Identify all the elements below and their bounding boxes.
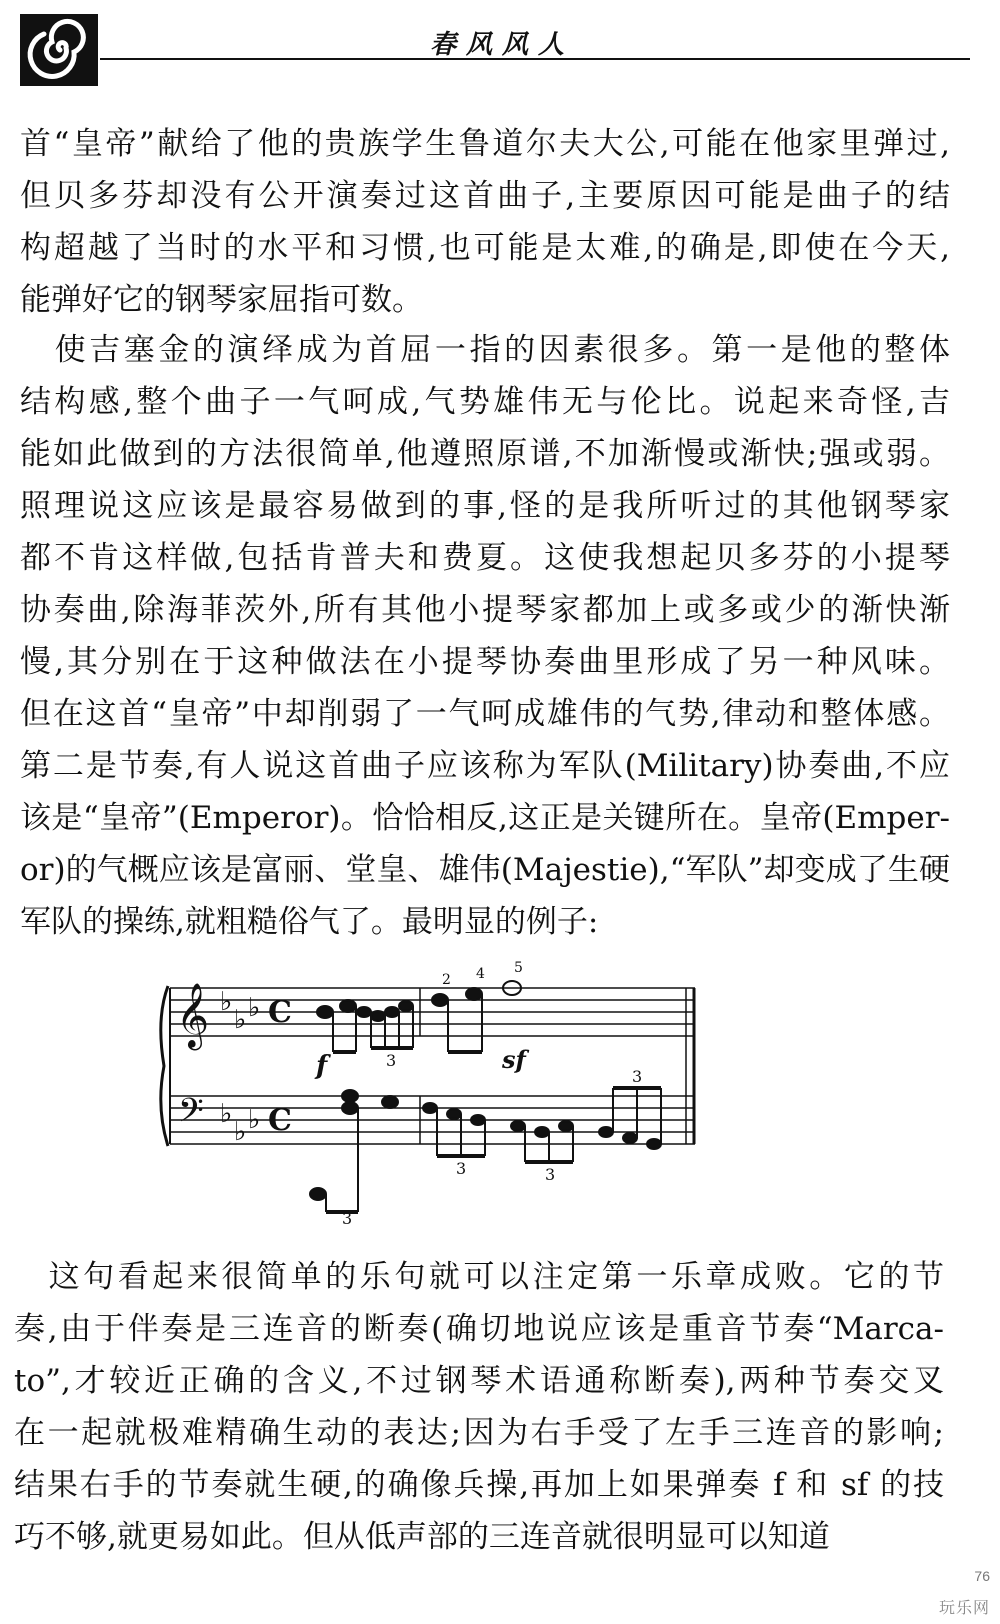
text-line: 在一起就极难精确生动的表达;因为右手受了左手三连音的影响; xyxy=(14,1415,944,1451)
text-line: 第二是节奏,有人说这首曲子应该称为军队(Military)协奏曲,不应 xyxy=(20,748,950,784)
brace xyxy=(161,986,168,1146)
text-line: 结构感,整个曲子一气呵成,气势雄伟无与伦比。说起来奇怪,吉 xyxy=(20,384,950,420)
text-line: 都不肯这样做,包括肯普夫和费夏。这使我想起贝多芬的小提琴 xyxy=(20,540,950,576)
text-line: 能弹好它的钢琴家屈指可数。 xyxy=(20,282,423,318)
dynamic-sf: sf xyxy=(502,1045,526,1074)
text-line: 该是“皇帝”(Emperor)。恰恰相反,这正是关键所在。皇帝(Emper- xyxy=(20,800,950,836)
paragraph-2 xyxy=(20,324,950,948)
spiral-logo-icon xyxy=(20,14,98,86)
text-line: 协奏曲,除海菲茨外,所有其他小提琴家都加上或多或少的渐快渐 xyxy=(20,592,950,628)
text-line: 但在这首“皇帝”中却削弱了一气呵成雄伟的气势,律动和整体感。 xyxy=(20,696,950,732)
watermark xyxy=(860,1568,990,1618)
bass-time-signature: C xyxy=(268,1103,292,1138)
bass-notes xyxy=(310,1088,661,1212)
fingering-mark: 2 xyxy=(442,972,451,988)
watermark-number: 76 xyxy=(974,1568,990,1584)
page-header xyxy=(20,14,970,86)
text-line: 能如此做到的方法很简单,他遵照原谱,不加渐慢或渐快;强或弱。 xyxy=(20,436,950,472)
paragraph-1 xyxy=(20,118,950,326)
text-line: 构超越了当时的水平和习惯,也可能是太难,的确是,即使在今天, xyxy=(20,230,950,266)
text-line: 使吉塞金的演绎成为首屈一指的因素很多。第一是他的整体 xyxy=(20,332,950,368)
fingering-mark: 5 xyxy=(514,960,523,976)
text-line: to”,才较近正确的含义,不过钢琴术语通称断奏),两种节奏交叉 xyxy=(14,1363,944,1399)
fingering-mark: 4 xyxy=(476,966,485,982)
text-line: 军队的操练,就粗糙俗气了。最明显的例子: xyxy=(20,904,599,940)
music-score-svg xyxy=(150,958,710,1228)
triplet-mark: 3 xyxy=(545,1165,556,1184)
paragraph-3 xyxy=(14,1251,944,1563)
text-line: 照理说这应该是最容易做到的事,怪的是我所听过的其他钢琴家 xyxy=(20,488,950,524)
svg-text:♭: ♭ xyxy=(220,1099,233,1129)
treble-time-signature: C xyxy=(268,995,292,1030)
text-line: 巧不够,就更易如此。但从低声部的三连音就很明显可以知道 xyxy=(14,1519,830,1555)
treble-notes xyxy=(317,981,521,1052)
music-score-excerpt xyxy=(150,958,710,1228)
svg-text:♭: ♭ xyxy=(248,1105,261,1135)
dynamic-f: f xyxy=(316,1051,328,1081)
bass-clef-icon: 𝄢 xyxy=(178,1092,204,1138)
triplet-mark: 3 xyxy=(386,1051,397,1070)
watermark-text: 玩乐网 xyxy=(938,1600,990,1617)
text-line: 首“皇帝”献给了他的贵族学生鲁道尔夫大公,可能在他家里弹过, xyxy=(20,126,950,162)
triplet-mark: 3 xyxy=(342,1209,353,1228)
text-line: or)的气概应该是富丽、堂皇、雄伟(Majestie),“军队”却变成了生硬 xyxy=(20,852,950,888)
text-line: 慢,其分别在于这种做法在小提琴协奏曲里形成了另一种风味。 xyxy=(20,644,950,680)
text-line: 但贝多芬却没有公开演奏过这首曲子,主要原因可能是曲子的结 xyxy=(20,178,950,214)
text-line: 奏,由于伴奏是三连音的断奏(确切地说应该是重音节奏“Marca- xyxy=(14,1311,944,1347)
triplet-mark: 3 xyxy=(632,1067,643,1086)
text-line: 结果右手的节奏就生硬,的确像兵操,再加上如果弹奏 f 和 sf 的技 xyxy=(14,1467,944,1503)
triplet-mark: 3 xyxy=(456,1159,467,1178)
running-head: 春风风人 xyxy=(430,30,575,60)
svg-text:♭: ♭ xyxy=(248,993,261,1023)
svg-text:♭: ♭ xyxy=(220,987,233,1017)
svg-text:♭: ♭ xyxy=(234,1117,247,1147)
treble-clef-icon: 𝄞 xyxy=(176,983,210,1048)
treble-key-signature xyxy=(220,987,260,1035)
svg-text:♭: ♭ xyxy=(234,1005,247,1035)
text-line: 这句看起来很简单的乐句就可以注定第一乐章成败。它的节 xyxy=(14,1259,944,1295)
bass-key-signature xyxy=(220,1099,260,1147)
